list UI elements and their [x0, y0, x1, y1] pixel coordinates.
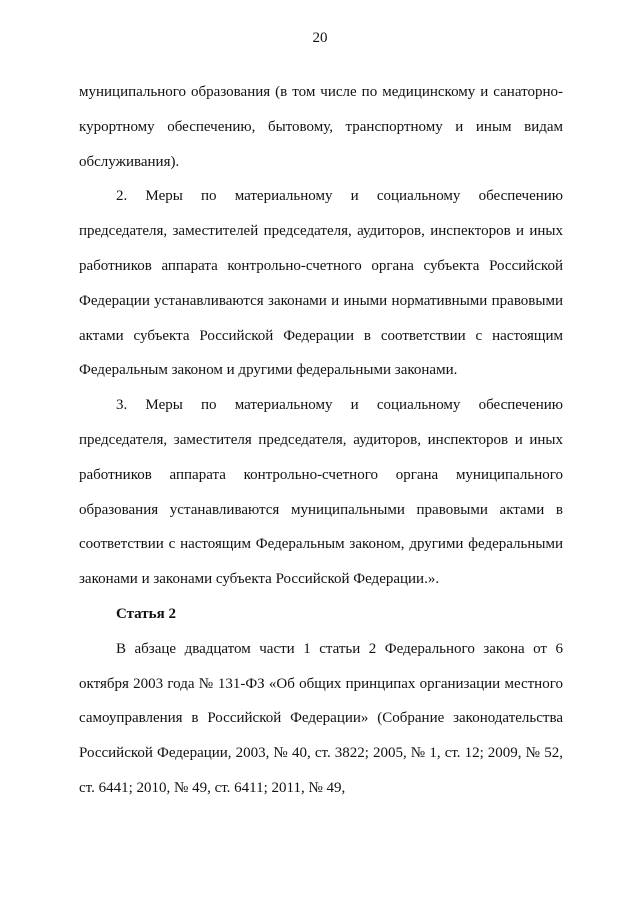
page-number: 20 — [312, 30, 328, 46]
paragraph-item-3: 3. Меры по материальному и социальному обеспечению председателя, заместителя председателя, аудиторов, инспекторов и иных работников аппарата контрольно-счетного органа муниципального образования устанавливаются муниципальными правовыми актами в соответствии с настоящим Федеральным законом, другими федеральными законами и законами субъекта Российской Федерации.». — [79, 397, 563, 588]
article-heading: Статья 2 — [116, 605, 176, 622]
paragraph-article-2: В абзаце двадцатом части 1 статьи 2 Федерального закона от 6 октября 2003 года № 131-ФЗ «Об общих принципах организации местного самоуправления в Российской Федерации» (Собрание законодательства Российской Федерации, 2003, № 40, ст. 3822; 2005, № 1, ст. 12; 2009, № 52, ст. 6441; 2010, № 49, ст. 6411; 2011, № 49, — [79, 640, 563, 796]
paragraph-continuation: муниципального образования (в том числе по медицинскому и санаторно-курортному обеспечению, бытовому, транспортному и иным видам обслуживания). — [79, 84, 563, 170]
paragraph-item-2: 2. Меры по материальному и социальному обеспечению председателя, заместителей председателя, аудиторов, инспекторов и иных работников аппарата контрольно-счетного органа субъекта Российской Федерации устанавливаются законами и иными нормативными правовыми актами субъекта Российской Федерации в соответствии с настоящим Федеральным законом и другими федеральными законами. — [79, 188, 563, 379]
document-body — [79, 75, 563, 806]
